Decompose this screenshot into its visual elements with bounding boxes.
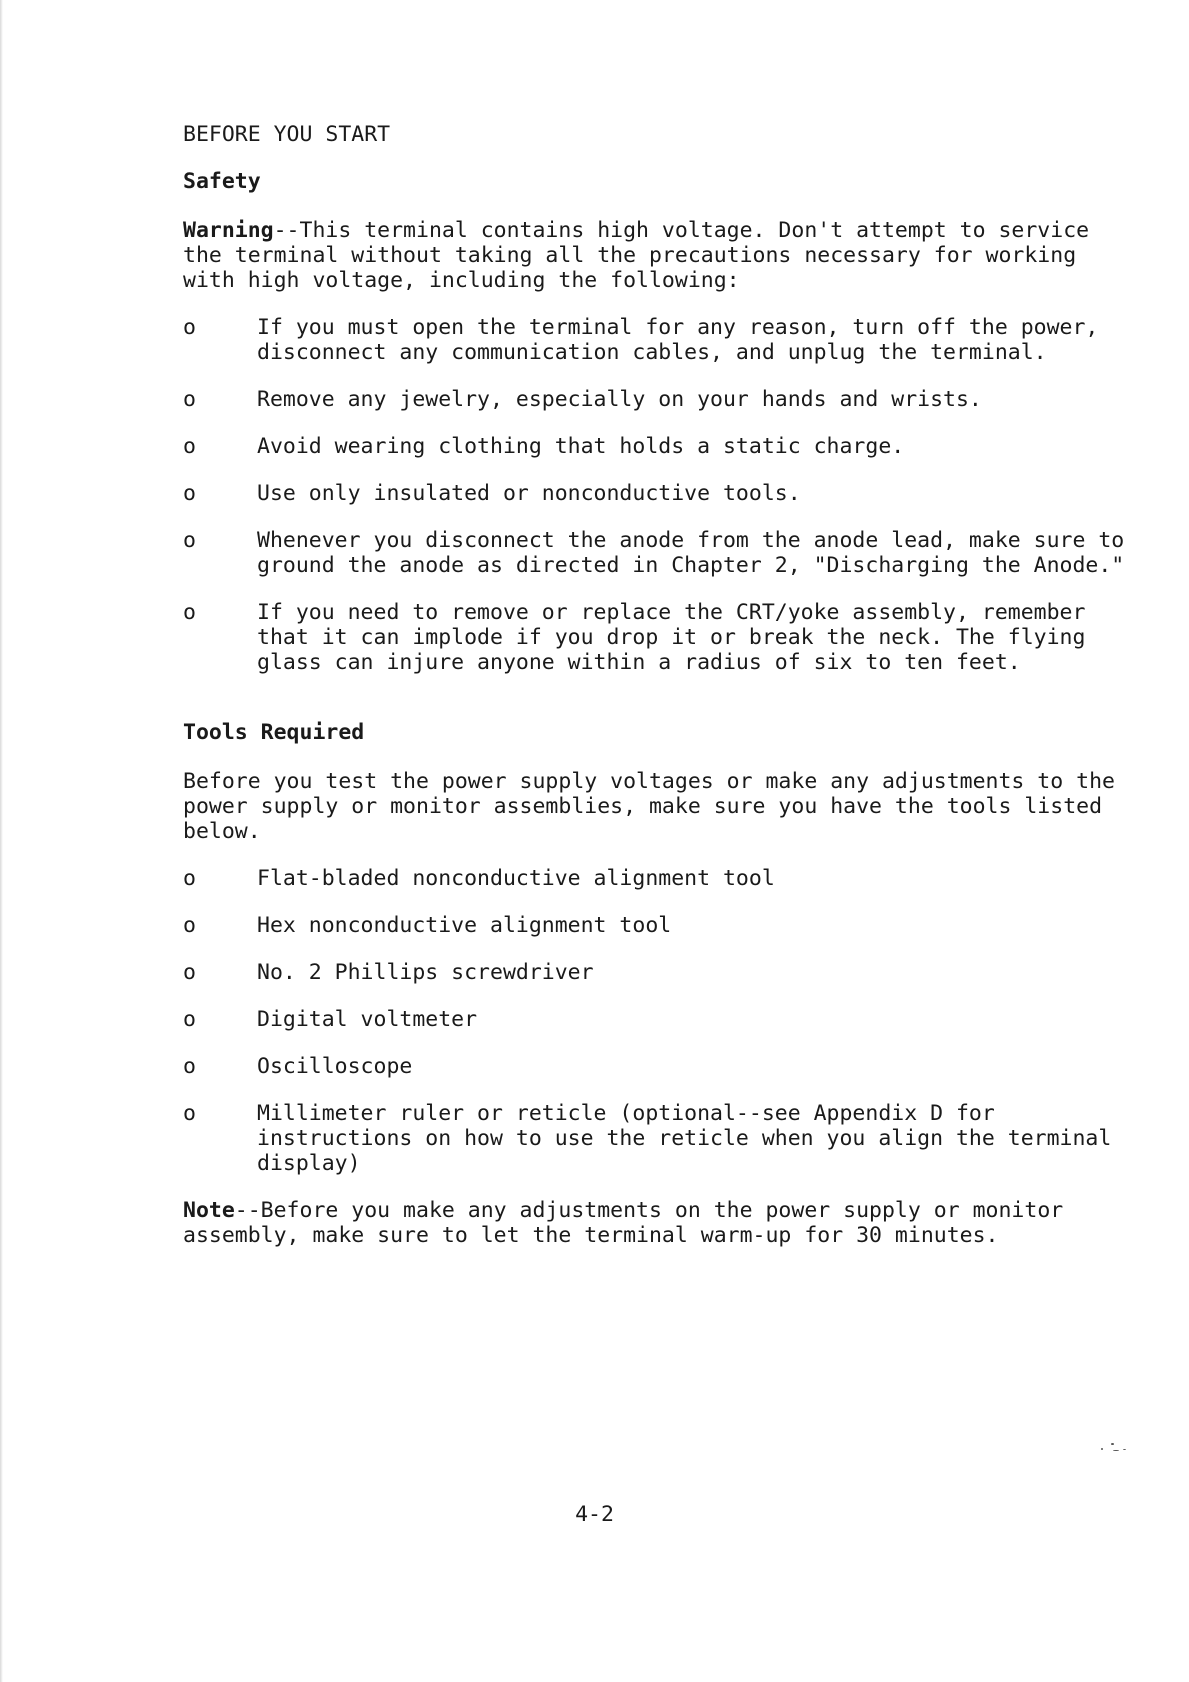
- note-text: --Before you make any adjustments on the power supply or monitor assembly, make sure to let the terminal warm-up for 30 minutes.: [183, 1198, 1064, 1248]
- bullet-mark: o: [183, 387, 196, 412]
- tools-heading: Tools Required: [183, 720, 365, 745]
- list-item: [183, 481, 1133, 506]
- list-item-text: Hex nonconductive alignment tool: [257, 913, 672, 938]
- bullet-mark: o: [183, 913, 196, 938]
- list-item: [183, 434, 1133, 459]
- bullet-mark: o: [183, 434, 196, 459]
- list-item: [183, 315, 1133, 365]
- list-item-text: If you need to remove or replace the CRT/yoke assembly, remember that it can implode if you drop it or break the neck. The flying glass can injure anyone within a radius of six to ten feet.: [257, 600, 1086, 675]
- bullet-mark: o: [183, 1054, 196, 1079]
- list-item: [183, 1101, 1133, 1176]
- safety-list: [183, 315, 1133, 675]
- note-paragraph: [183, 1198, 1133, 1248]
- list-item: [183, 960, 1133, 985]
- bullet-mark: o: [183, 1101, 196, 1126]
- page-content: [183, 122, 1133, 1248]
- list-item-text: If you must open the terminal for any reason, turn off the power, disconnect any communication cables, and unplug the terminal.: [257, 315, 1099, 365]
- list-item: [183, 866, 1133, 891]
- page-number: 4-2: [575, 1502, 614, 1527]
- list-item-text: Use only insulated or nonconductive tools.: [257, 481, 801, 506]
- list-item-text: No. 2 Phillips screwdriver: [257, 960, 594, 985]
- tools-intro: Before you test the power supply voltages or make any adjustments to the power supply or monitor assemblies, make sure you have the tools listed below.: [183, 769, 1115, 844]
- note-lead: Note: [183, 1198, 235, 1223]
- safety-heading: Safety: [183, 169, 261, 194]
- list-item: [183, 600, 1133, 675]
- warning-lead: Warning: [183, 218, 274, 243]
- scan-edge: [0, 0, 3, 1682]
- list-item-text: Avoid wearing clothing that holds a static charge.: [257, 434, 905, 459]
- bullet-mark: o: [183, 528, 196, 553]
- list-item-text: Digital voltmeter: [257, 1007, 478, 1032]
- list-item: [183, 1054, 1133, 1079]
- bullet-mark: o: [183, 1007, 196, 1032]
- warning-text: --This terminal contains high voltage. Don't attempt to service the terminal without taking all the precautions necessary for working with high voltage, including the following:: [183, 218, 1090, 293]
- list-item-text: Flat-bladed nonconductive alignment tool: [257, 866, 775, 891]
- bullet-mark: o: [183, 960, 196, 985]
- list-item-text: Whenever you disconnect the anode from the anode lead, make sure to ground the anode as directed in Chapter 2, "Discharging the Anode.": [257, 528, 1125, 578]
- list-item-text: Millimeter ruler or reticle (optional--see Appendix D for instructions on how to use the reticle when you align the terminal display): [257, 1101, 1112, 1176]
- list-item: [183, 1007, 1133, 1032]
- section-title: BEFORE YOU START: [183, 122, 391, 147]
- list-item: [183, 528, 1133, 578]
- list-item: [183, 913, 1133, 938]
- bullet-mark: o: [183, 600, 196, 625]
- tools-list: [183, 866, 1133, 1176]
- bullet-mark: o: [183, 481, 196, 506]
- warning-paragraph: [183, 218, 1133, 293]
- list-item: [183, 387, 1133, 412]
- bullet-mark: o: [183, 866, 196, 891]
- list-item-text: Oscilloscope: [257, 1054, 413, 1079]
- bullet-mark: o: [183, 315, 196, 340]
- list-item-text: Remove any jewelry, especially on your hands and wrists.: [257, 387, 982, 412]
- scan-specks: [1099, 1440, 1129, 1454]
